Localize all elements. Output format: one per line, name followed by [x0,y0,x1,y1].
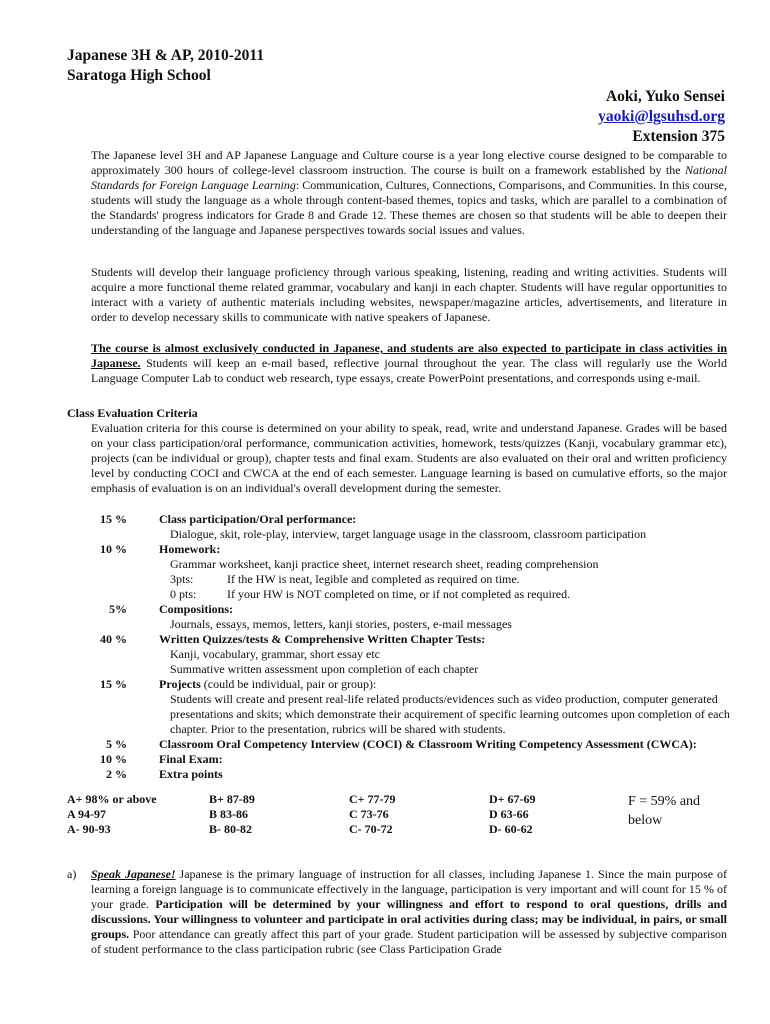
criterion-row [67,752,737,767]
criterion-percent: 10 % [100,752,127,766]
criterion-percent: 2 % [106,767,127,781]
criterion-title: Written Quizzes/tests & Comprehensive Written Chapter Tests: [159,632,486,646]
course-header [67,46,264,86]
criterion-detail: Students will create and present real-life related products/evidences such as video production, computer generated presentations and skits; which demonstrate their acquirement of specific learning outcomes upon completion of each chapter. Prior to the presentation, rubrics will be shared with students. [170,692,730,736]
intro-paragraph-2: Students will develop their language proficiency through various speaking, listening, reading and writing activities. Students will acquire a more functional theme related grammar, vocabulary and kanji in each chapter. Students will have regular opportunities to interact with a variety of authentic materials including websites, newspaper/magazine articles, advertisements, and literature in order to develop necessary skills to communicate with native speakers of Japanese. [91,265,727,324]
grade-range: A- 90-93 [67,822,111,836]
japanese-only-notice: The course is almost exclusively conducted in Japanese, and students are also expected to participate in class activities in Japanese. [91,341,727,370]
grade-range: B+ 87-89 [209,792,255,806]
grade-range: A 94-97 [67,807,106,821]
criterion-row [67,542,737,557]
criterion-row [67,737,737,752]
criterion-detail: Kanji, vocabulary, grammar, short essay etc [170,647,380,661]
teacher-email-link[interactable]: yaoki@lgsuhsd.org [598,108,725,125]
criterion-title: Compositions: [159,602,234,616]
criterion-title: Projects [159,677,201,691]
intro-p1-text: The Japanese level 3H and AP Japanese Language and Culture course is a year long elective course designed to be comparable to approximately 300 hours of college-level classroom instruction. The course is built on a framework established by the [91,148,727,177]
speak-japanese-heading: Speak Japanese! [91,867,176,881]
homework-score-desc: If the HW is neat, legible and completed as required on time. [227,572,520,586]
criterion-detail: Grammar worksheet, kanji practice sheet, internet research sheet, reading comprehension [170,557,599,571]
criterion-title: Homework: [159,542,221,556]
criterion-detail: Journals, essays, memos, letters, kanji stories, posters, e-mail messages [170,617,512,631]
criterion-title-wrap [159,677,376,692]
criterion-row [67,677,737,692]
grade-range: A+ 98% or above [67,792,157,806]
item-text [91,867,727,957]
criterion-percent: 15 % [100,512,127,526]
criterion-row [67,767,737,782]
grade-range: C 73-76 [349,807,389,821]
criterion-detail: Summative written assessment upon completion of each chapter [170,662,479,676]
criterion-percent: 5 % [106,737,127,751]
criterion-percent: 15 % [100,677,127,691]
criterion-title: Classroom Oral Competency Interview (COCI) & Classroom Writing Competency Assessment (CWCA): [159,737,697,751]
grade-f: F = 59% and below [628,794,701,828]
teacher-extension: Extension 375 [632,128,725,145]
evaluation-heading: Class Evaluation Criteria [67,406,198,420]
homework-score-key: 0 pts: [170,587,197,601]
grade-range: C- 70-72 [349,822,393,836]
criterion-percent: 10 % [100,542,127,556]
grade-column-c [349,792,396,837]
homework-scoring-line [67,587,737,602]
grade-column-b [209,792,255,837]
intro-p1-text-cont: : Communication, Cultures, Connections, Comparisons, and Communities. In this course, students will study the language as a whole through content-based themes, topics and tasks, which are parallel to a combination of the Standards' progress indicators for Grade 8 and Grade 12. These themes are chosen so that students will be able to deepen their understanding of the language and Japanese perspectives towards social issues and values. [91,178,727,237]
criterion-title: Extra points [159,767,223,781]
grade-range: D 63-66 [489,807,529,821]
criterion-row [67,632,737,647]
grade-range: B- 80-82 [209,822,252,836]
grade-range: D- 60-62 [489,822,533,836]
homework-score-desc: If your HW is NOT completed on time, or if not completed as required. [227,587,571,601]
criterion-title: Class participation/Oral performance: [159,512,357,526]
item-text-part: Poor attendance can greatly affect this part of your grade. Student participation will be assessed by subjective comparison of student performance to the class participation rubric (see Class Participation Grade [91,927,727,956]
item-label: a) [67,867,77,881]
grade-column-a [67,792,157,837]
teacher-name: Aoki, Yuko Sensei [605,88,725,105]
criterion-detail: Dialogue, skit, role-play, interview, target language usage in the classroom, classroom participation [170,527,647,541]
criterion-percent: 40 % [100,632,127,646]
intro-paragraph-1 [91,148,727,238]
school-name: Saratoga High School [67,67,211,84]
evaluation-paragraph: Evaluation criteria for this course is determined on your ability to speak, read, write and understand Japanese. Grades will be based on your class participation/oral performance, communication activities, homework, tests/quizzes (Kanji, vocabulary grammar etc), projects (can be individual or group), chapter tests and final exam. Students are also evaluated on their oral and written proficiency level by conducting COCI and CWCA at the end of each semester. Language learning is based on cumulative efforts, so the major emphasis of evaluation is on an individual's overall development during the semester. [91,421,727,495]
grade-column-d [489,792,536,837]
criterion-row [67,602,737,617]
standards-title: National Standards for Foreign Language Learning [91,163,727,192]
homework-scoring-line [67,572,737,587]
course-title: Japanese 3H & AP, 2010-2011 [67,47,265,64]
criterion-title-note: (could be individual, pair or group): [200,677,377,691]
criterion-row [67,512,737,527]
homework-score-key: 3pts: [170,572,194,586]
teacher-info [598,87,725,147]
grade-range: B 83-86 [209,807,248,821]
intro-paragraph-3 [91,341,727,386]
criteria-list [67,512,737,782]
grade-range: D+ 67-69 [489,792,536,806]
intro-p3-text: Students will keep an e-mail based, reflective journal throughout the year. The class will regularly use the World Language Computer Lab to conduct web research, type essays, create PowerPoint presentations, and corresponds using e-mail. [91,356,727,385]
participation-emphasis: Participation will be determined by your willingness and effort to respond to oral questions, drills and discussions. Your willingness to volunteer and participate in oral activities during class; may be individual, in pairs, or small groups. [91,897,727,941]
grade-range: C+ 77-79 [349,792,396,806]
criterion-percent: 5% [109,602,127,616]
criterion-title: Final Exam: [159,752,223,766]
item-text-part: Japanese is the primary language of instruction for all classes, including Japanese 1. Since the main purpose of learning a foreign language is to communicate effectively in the language, participation is very important and will count for 15 % of your grade. [91,867,727,911]
